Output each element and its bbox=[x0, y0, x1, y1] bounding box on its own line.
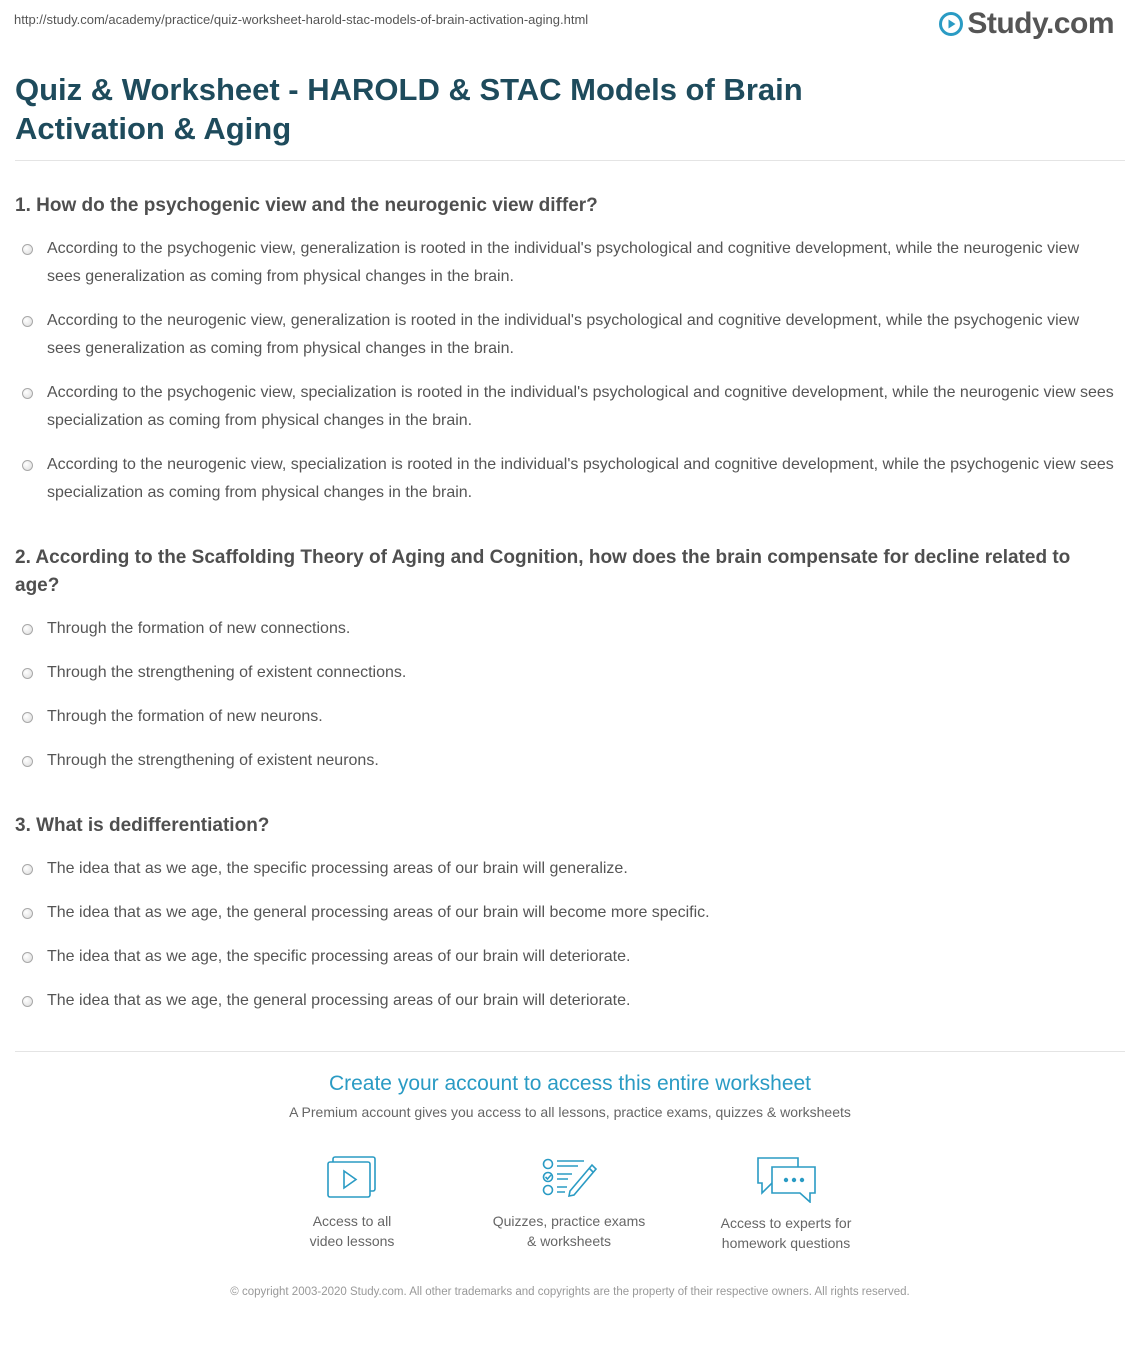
answer-text: The idea that as we age, the specific processing areas of our brain will deteriorate. bbox=[47, 948, 631, 965]
answer-text: Through the strengthening of existent neurons. bbox=[47, 752, 379, 769]
question-1: 1. How do the psychogenic view and the neurogenic view differ? bbox=[15, 195, 598, 216]
answer-text: According to the neurogenic view, generalization is rooted in the individual's psychological and cognitive development, while the psychogenic view sees generalization as coming from physical changes in the brain. bbox=[47, 312, 1080, 357]
answer-text: Through the formation of new connections. bbox=[47, 620, 351, 637]
answer-option[interactable] bbox=[15, 987, 1115, 1015]
answer-option[interactable] bbox=[15, 703, 1115, 731]
feature-label: Access to all video lessons bbox=[309, 1213, 395, 1249]
radio-button[interactable] bbox=[22, 244, 33, 255]
question-2: 2. According to the Scaffolding Theory of Aging and Cognition, how does the brain compensate for decline related to age? bbox=[15, 547, 1071, 596]
answer-option[interactable] bbox=[15, 855, 1115, 883]
answer-option[interactable] bbox=[15, 615, 1115, 643]
answer-list-1 bbox=[15, 235, 1115, 523]
feature-experts bbox=[691, 1155, 881, 1253]
radio-button[interactable] bbox=[22, 624, 33, 635]
answer-list-2 bbox=[15, 615, 1115, 791]
radio-button[interactable] bbox=[22, 316, 33, 327]
logo-text: Study.com bbox=[967, 7, 1114, 40]
feature-quizzes bbox=[474, 1155, 664, 1251]
radio-button[interactable] bbox=[22, 388, 33, 399]
quiz-checklist-icon bbox=[540, 1155, 598, 1201]
play-circle-icon bbox=[939, 12, 963, 36]
divider bbox=[15, 160, 1125, 161]
chat-experts-icon bbox=[754, 1155, 818, 1203]
cta-title[interactable]: Create your account to access this entire worksheet bbox=[328, 1072, 812, 1095]
radio-button[interactable] bbox=[22, 952, 33, 963]
answer-option[interactable] bbox=[15, 451, 1115, 507]
answer-list-3 bbox=[15, 855, 1115, 1031]
answer-text: According to the neurogenic view, specialization is rooted in the individual's psychological and cognitive development, while the psychogenic view sees specialization as coming from physical changes in the brain. bbox=[47, 456, 1114, 501]
answer-option[interactable] bbox=[15, 659, 1115, 687]
answer-text: The idea that as we age, the general processing areas of our brain will become more specific. bbox=[47, 904, 710, 921]
radio-button[interactable] bbox=[22, 712, 33, 723]
answer-option[interactable] bbox=[15, 747, 1115, 775]
cta-subtitle: A Premium account gives you access to all lessons, practice exams, quizzes & worksheets bbox=[289, 1104, 851, 1120]
answer-option[interactable] bbox=[15, 379, 1115, 435]
answer-text: Through the formation of new neurons. bbox=[47, 708, 323, 725]
divider bbox=[15, 1051, 1125, 1052]
radio-button[interactable] bbox=[22, 864, 33, 875]
answer-text: Through the strengthening of existent connections. bbox=[47, 664, 407, 681]
feature-video-lessons bbox=[257, 1155, 447, 1251]
study-logo[interactable] bbox=[939, 8, 1114, 40]
answer-option[interactable] bbox=[15, 307, 1115, 363]
page-title: Quiz & Worksheet - HAROLD & STAC Models of Brain Activation & Aging bbox=[15, 72, 803, 146]
answer-option[interactable] bbox=[15, 899, 1115, 927]
copyright: © copyright 2003-2020 Study.com. All other trademarks and copyrights are the property of their respective owners. All rights reserved. bbox=[230, 1286, 910, 1298]
question-3: 3. What is dedifferentiation? bbox=[15, 815, 270, 836]
radio-button[interactable] bbox=[22, 460, 33, 471]
radio-button[interactable] bbox=[22, 908, 33, 919]
page-url: http://study.com/academy/practice/quiz-worksheet-harold-stac-models-of-brain-activation-aging.html bbox=[14, 12, 589, 27]
feature-label: Access to experts for homework questions bbox=[720, 1215, 852, 1251]
answer-text: According to the psychogenic view, generalization is rooted in the individual's psychological and cognitive development, while the neurogenic view sees generalization as coming from physical changes in the brain. bbox=[47, 240, 1080, 285]
radio-button[interactable] bbox=[22, 756, 33, 767]
radio-button[interactable] bbox=[22, 996, 33, 1007]
feature-label: Quizzes, practice exams & worksheets bbox=[492, 1213, 646, 1249]
answer-text: According to the psychogenic view, specialization is rooted in the individual's psychological and cognitive development, while the neurogenic view sees specialization as coming from physical changes in the brain. bbox=[47, 384, 1114, 429]
video-lessons-icon bbox=[325, 1155, 379, 1201]
answer-text: The idea that as we age, the general processing areas of our brain will deteriorate. bbox=[47, 992, 631, 1009]
radio-button[interactable] bbox=[22, 668, 33, 679]
answer-option[interactable] bbox=[15, 235, 1115, 291]
answer-option[interactable] bbox=[15, 943, 1115, 971]
answer-text: The idea that as we age, the specific processing areas of our brain will generalize. bbox=[47, 860, 628, 877]
